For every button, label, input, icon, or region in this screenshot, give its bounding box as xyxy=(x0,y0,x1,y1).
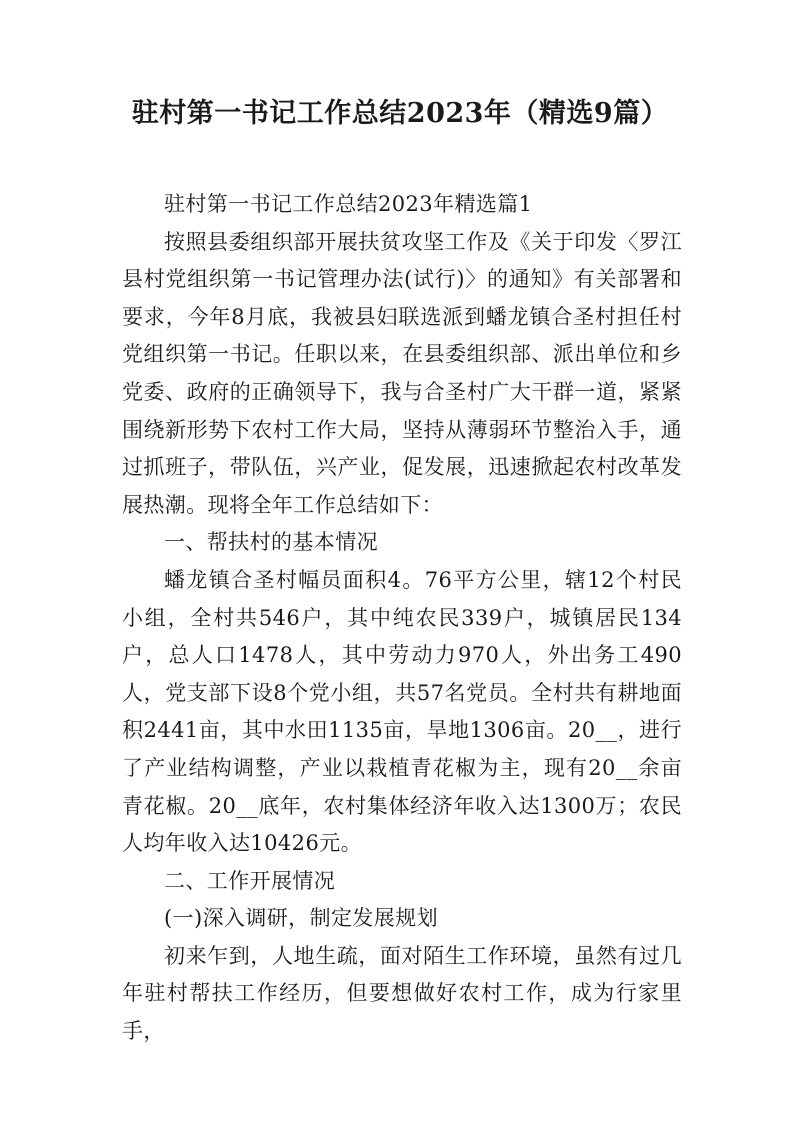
document-title: 驻村第一书记工作总结2023年（精选9篇） xyxy=(131,98,669,129)
section-heading-work-progress: 二、工作开展情况 xyxy=(164,868,336,893)
research-paragraph: 初来乍到，人地生疏，面对陌生工作环境，虽然有过几年驻村帮扶工作经历，但要想做好农村工作，成为行家里手， xyxy=(122,943,682,1044)
subsection-heading-research: (一)深入调研，制定发展规划 xyxy=(164,906,438,931)
section-heading-basic-situation: 一、帮扶村的基本情况 xyxy=(164,530,378,555)
intro-paragraph: 按照县委组织部开展扶贫攻坚工作及《关于印发〈罗江县村党组织第一书记管理办法(试行)〉的通知》有关部署和要求，今年8月底，我被县妇联选派到蟠龙镇合圣村担任村党组织第一书记。任职以来，在县委组织部、派出单位和乡党委、政府的正确领导下，我与合圣村广大干群一道，紧紧围绕新形势下农村工作大局，坚持从薄弱环节整治入手，通过抓班子，带队伍，兴产业，促发展，迅速掀起农村改革发展热潮。现将全年工作总结如下： xyxy=(122,229,682,517)
document-body xyxy=(122,186,682,1051)
section-heading-part-1: 驻村第一书记工作总结2023年精选篇1 xyxy=(164,192,533,216)
basic-situation-paragraph: 蟠龙镇合圣村幅员面积4。76平方公里，辖12个村民小组，全村共546户，其中纯农民339户，城镇居民134户，总人口1478人，其中劳动力970人，外出务工490人，党支部下设8个党小组，共57名党员。全村共有耕地面积2441亩，其中水田1135亩，旱地1306亩。20__，进行了产业结构调整，产业以栽植青花椒为主，现有20__余亩青花椒。20__底年，农村集体经济年收入达1300万；农民人均年收入达10426元。 xyxy=(122,567,682,856)
